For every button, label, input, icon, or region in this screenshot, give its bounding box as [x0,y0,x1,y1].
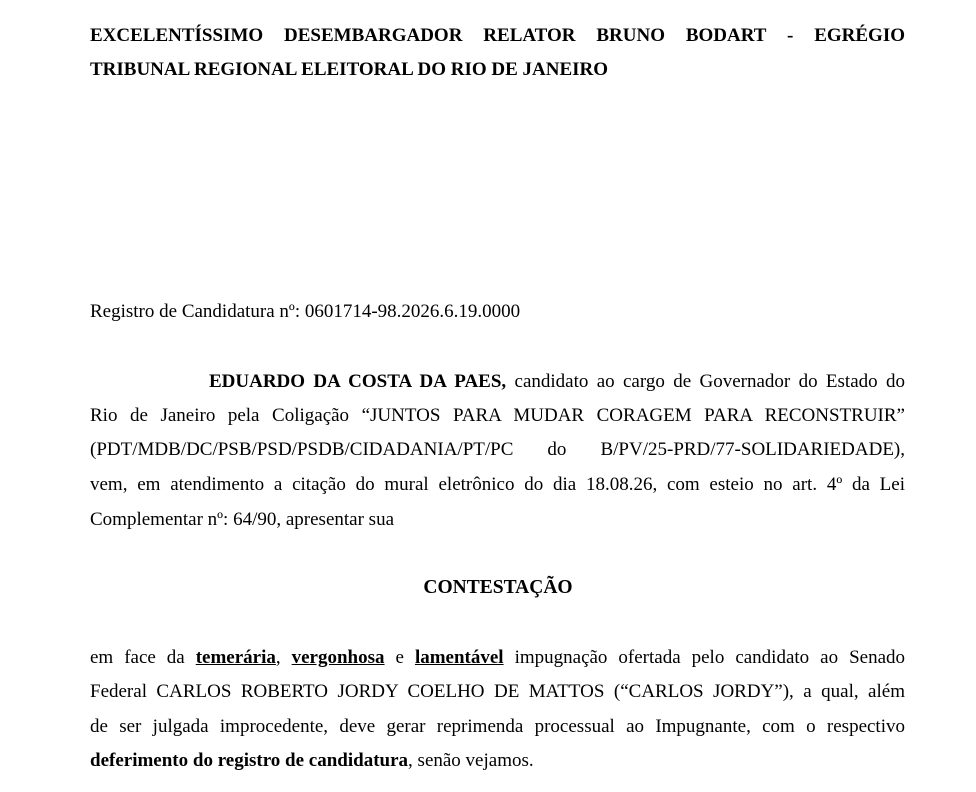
body-line-1 [90,646,905,670]
body-line-3: de ser julgada improcedente, deve gerar reprimenda processual ao Impugnante, com o respectivo [90,716,905,737]
body-line-1-comma: , [275,647,292,668]
body-line-4 [90,749,534,773]
body-line-1-start: em face da [90,647,196,668]
intro-line-4: vem, em atendimento a citação do mural eletrônico do dia 18.08.26, com esteio no art. 4º da Lei [90,474,905,495]
addressee-line-1: EXCELENTÍSSIMO DESEMBARGADOR RELATOR BRUNO BODART - EGRÉGIO [90,25,905,46]
intro-line-3: (PDT/MDB/DC/PSB/PSD/PSDB/CIDADANIA/PT/PC do B/PV/25-PRD/77-SOLIDARIEDADE), [90,439,905,460]
registro-number: Registro de Candidatura nº: 0601714-98.2026.6.19.0000 [90,301,521,322]
section-title: CONTESTAÇÃO [423,577,573,598]
candidate-name: EDUARDO DA COSTA DA PAES, [209,371,507,392]
intro-line-1-text: candidato ao cargo de Governador do Estado do [506,371,905,392]
body-line-2: Federal CARLOS ROBERTO JORDY COELHO DE MATTOS (“CARLOS JORDY”), a qual, além [90,681,905,702]
intro-line-2: Rio de Janeiro pela Coligação “JUNTOS PARA MUDAR CORAGEM PARA RECONSTRUIR” [90,405,905,426]
intro-line-1 [209,370,905,394]
emphasis-vergonhosa: vergonhosa [291,647,385,668]
addressee-line-2: TRIBUNAL REGIONAL ELEITORAL DO RIO DE JANEIRO [90,59,609,80]
body-line-1-rest: impugnação ofertada pelo candidato ao Senado [503,647,906,668]
body-line-4-rest: , senão vejamos. [408,750,534,771]
body-line-1-and: e [384,647,415,668]
emphasis-lamentavel: lamentável [414,647,504,668]
emphasis-temeraria: temerária [195,647,276,668]
intro-line-5: Complementar nº: 64/90, apresentar sua [90,509,394,530]
deferimento-phrase: deferimento do registro de candidatura [90,750,409,771]
